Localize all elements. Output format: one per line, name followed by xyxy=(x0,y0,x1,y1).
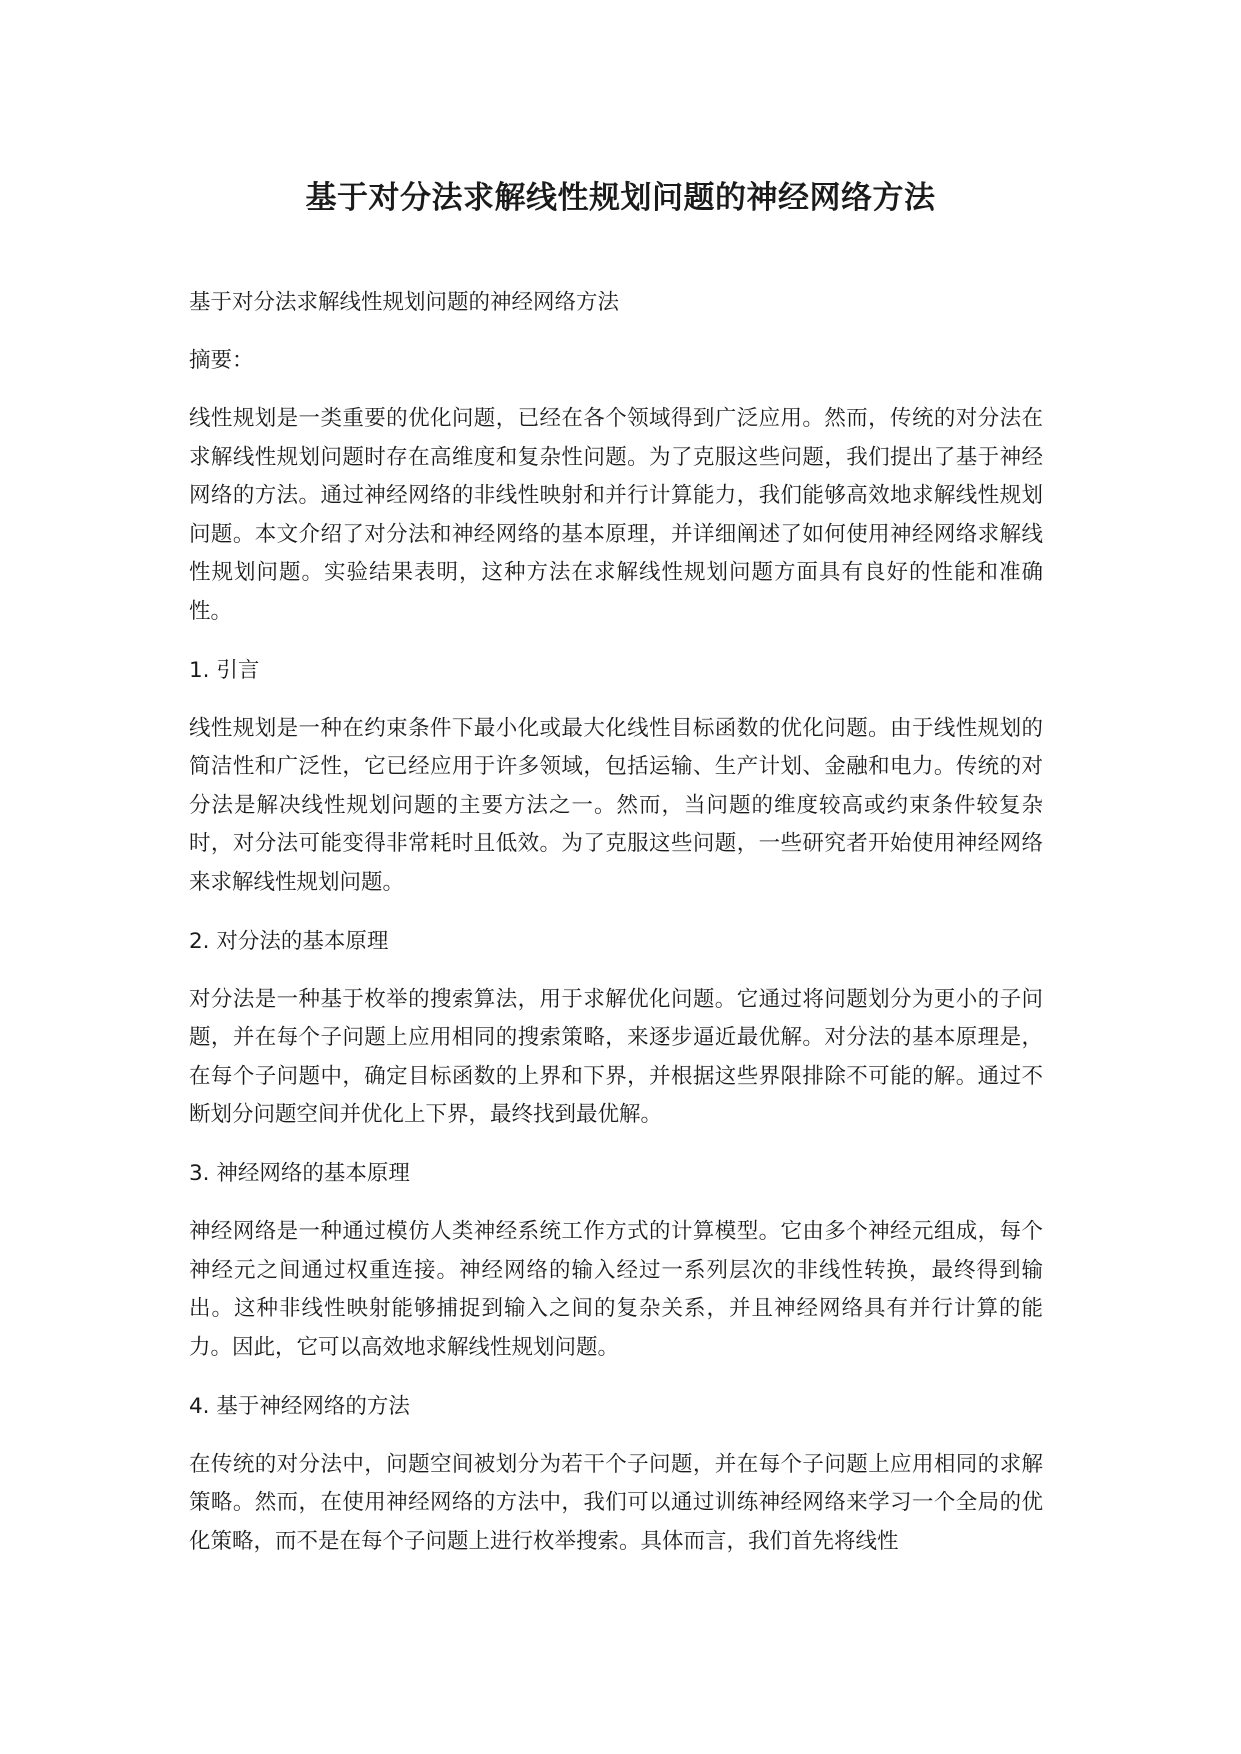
section-heading: 3. 神经网络的基本原理 xyxy=(189,1161,410,1186)
abstract-label: 摘要： xyxy=(189,348,254,373)
document-title: 基于对分法求解线性规划问题的神经网络方法 xyxy=(305,180,936,216)
section-paragraph: 线性规划是一种在约束条件下最小化或最大化线性目标函数的优化问题。由于线性规划的简洁性和广泛性，它已经应用于许多领域，包括运输、生产计划、金融和电力。传统的对分法是解决线性规划问题的主要方法之一。然而，当问题的维度较高或约束条件较复杂时，对分法可能变得非常耗时且低效。为了克服这些问题，一些研究者开始使用神经网络来求解线性规划问题。 xyxy=(189,715,1043,895)
document-subtitle: 基于对分法求解线性规划问题的神经网络方法 xyxy=(189,290,620,315)
section-paragraph: 神经网络是一种通过模仿人类神经系统工作方式的计算模型。它由多个神经元组成，每个神经元之间通过权重连接。神经网络的输入经过一系列层次的非线性转换，最终得到输出。这种非线性映射能够捕捉到输入之间的复杂关系，并且神经网络具有并行计算的能力。因此，它可以高效地求解线性规划问题。 xyxy=(189,1219,1043,1360)
abstract-paragraph: 线性规划是一类重要的优化问题，已经在各个领域得到广泛应用。然而，传统的对分法在求解线性规划问题时存在高维度和复杂性问题。为了克服这些问题，我们提出了基于神经网络的方法。通过神经网络的非线性映射和并行计算能力，我们能够高效地求解线性规划问题。本文介绍了对分法和神经网络的基本原理，并详细阐述了如何使用神经网络求解线性规划问题。实验结果表明，这种方法在求解线性规划问题方面具有良好的性能和准确性。 xyxy=(189,406,1043,624)
document-body xyxy=(189,284,1043,1582)
section-heading: 2. 对分法的基本原理 xyxy=(189,928,389,954)
section-paragraph: 在传统的对分法中，问题空间被划分为若干个子问题，并在每个子问题上应用相同的求解策略。然而，在使用神经网络的方法中，我们可以通过训练神经网络来学习一个全局的优化策略，而不是在每个子问题上进行枚举搜索。具体而言，我们首先将线性 xyxy=(189,1451,1043,1554)
section-heading: 1. 引言 xyxy=(189,657,260,683)
section-heading: 4. 基于神经网络的方法 xyxy=(189,1393,410,1419)
section-paragraph: 对分法是一种基于枚举的搜索算法，用于求解优化问题。它通过将问题划分为更小的子问题，并在每个子问题上应用相同的搜索策略，来逐步逼近最优解。对分法的基本原理是，在每个子问题中，确定目标函数的上界和下界，并根据这些界限排除不可能的解。通过不断划分问题空间并优化上下界，最终找到最优解。 xyxy=(189,986,1043,1127)
